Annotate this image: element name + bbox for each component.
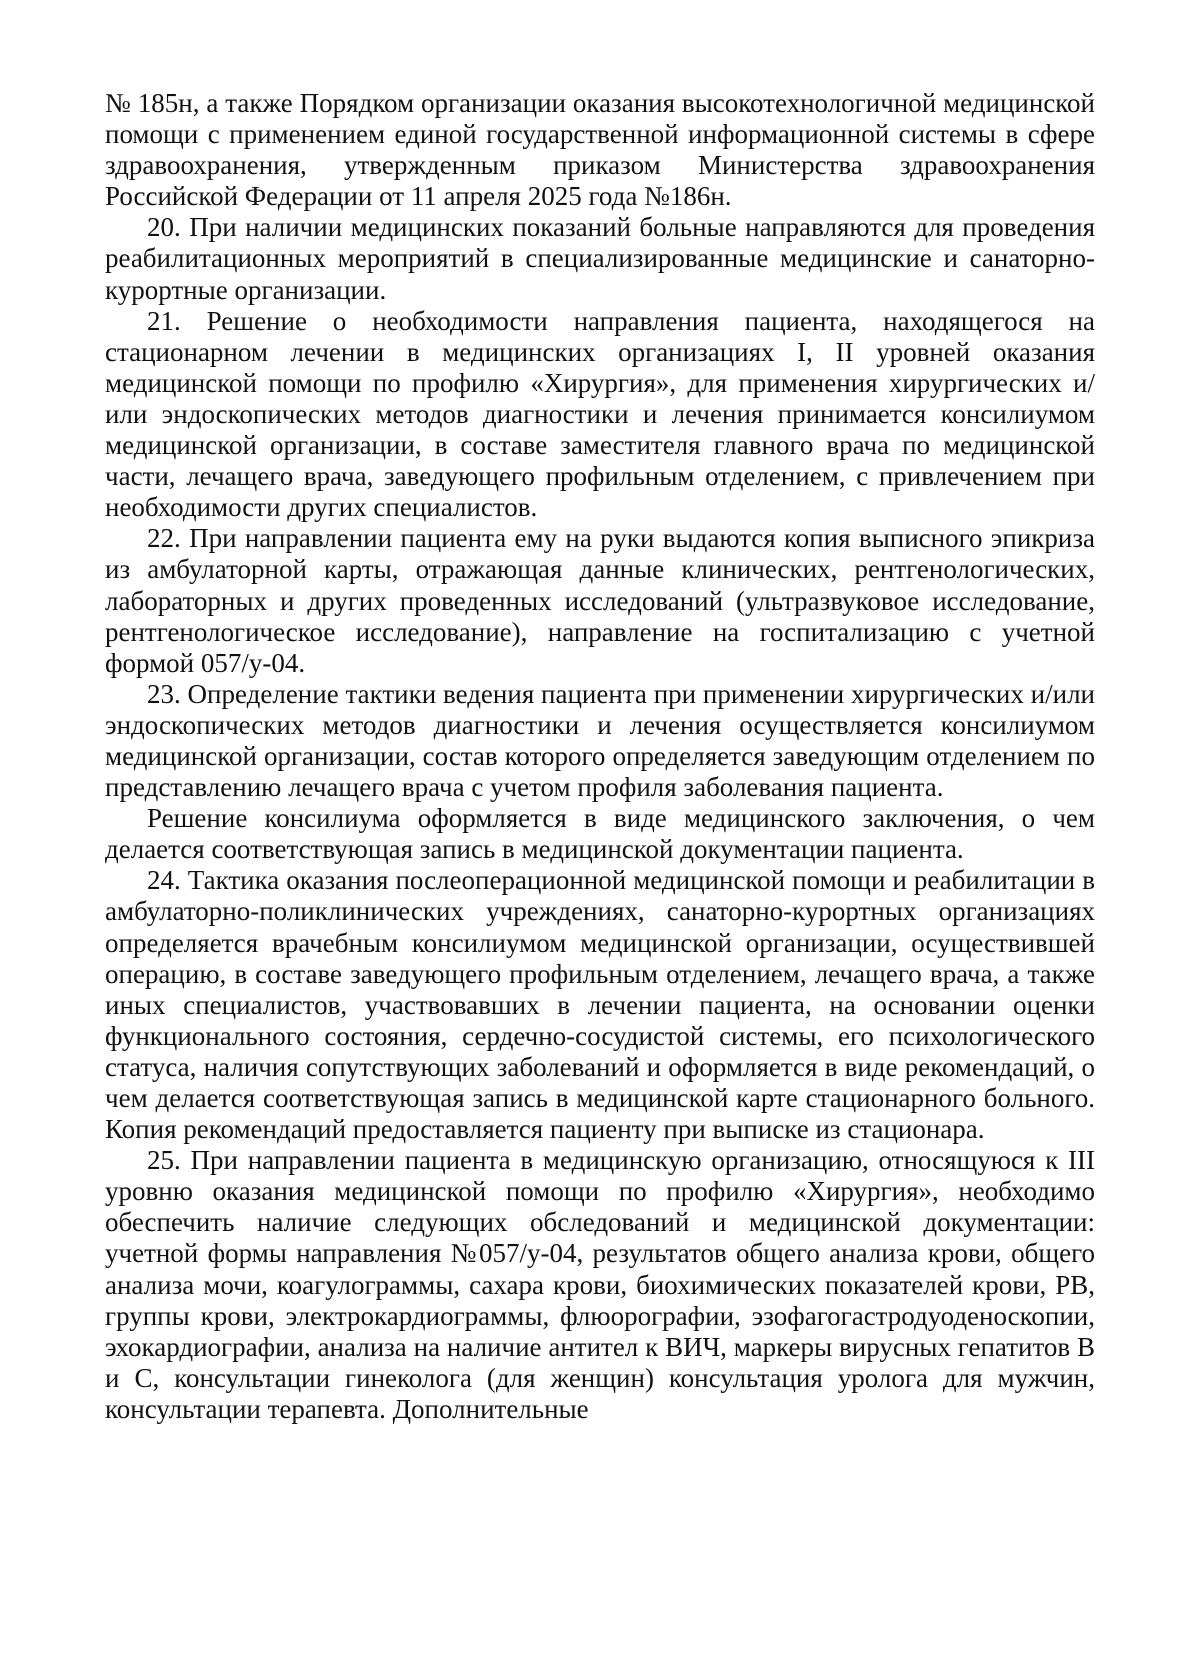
paragraph-23-note: Решение консилиума оформляется в виде медицинского заключения, о чем делается соответствующая запись в медицинской документации пациента. [105,803,1095,865]
document-page [105,88,1095,1425]
paragraph-22: 22. При направлении пациента ему на руки выдаются копия выписного эпикриза из амбулаторной карты, отражающая данные клинических, рентгенологических, лабораторных и других проведенных исследований (ультразвуковое исследование, рентгенологическое исследование), направление на госпитализацию с учетной формой 057/у-04. [105,523,1095,678]
paragraph-continuation: № 185н, а также Порядком организации оказания высокотехнологичной медицинской помощи с применением единой государственной информационной системы в сфере здравоохранения, утвержденным приказом Министерства здравоохранения Российской Федерации от 11 апреля 2025 года №186н. [105,88,1095,212]
paragraph-20: 20. При наличии медицинских показаний больные направляются для проведения реабилитационных мероприятий в специализированные медицинские и санаторно-курортные организации. [105,212,1095,305]
paragraph-23: 23. Определение тактики ведения пациента при применении хирургических и/или эндоскопических методов диагностики и лечения осуществляется консилиумом медицинской организации, состав которого определяется заведующим отделением по представлению лечащего врача с учетом профиля заболевания пациента. [105,678,1095,803]
paragraph-21: 21. Решение о необходимости направления пациента, находящегося на стационарном лечении в медицинских организациях I, II уровней оказания медицинской помощи по профилю «Хирургия», для применения хирургических и/или эндоскопических методов диагностики и лечения принимается консилиумом медицинской организации, в составе заместителя главного врача по медицинской части, лечащего врача, заведующего профильным отделением, с привлечением при необходимости других специалистов. [105,305,1095,523]
paragraph-25: 25. При направлении пациента в медицинскую организацию, относящуюся к III уровню оказания медицинской помощи по профилю «Хирургия», необходимо обеспечить наличие следующих обследований и медицинской документации: учетной формы направления №057/у-04, результатов общего анализа крови, общего анализа мочи, коагулограммы, сахара крови, биохимических показателей крови, РВ, группы крови, электрокардиограммы, флюорографии, эзофагогастродуоденоскопии, эхокардиографии, анализа на наличие антител к ВИЧ, маркеры вирусных гепатитов В и С, консультации гинеколога (для женщин) консультация уролога для мужчин, консультации терапевта. Дополнительные [105,1145,1095,1424]
paragraph-24: 24. Тактика оказания послеоперационной медицинской помощи и реабилитации в амбулаторно-поликлинических учреждениях, санаторно-курортных организациях определяется врачебным консилиумом медицинской организации, осуществившей операцию, в составе заведующего профильным отделением, лечащего врача, а также иных специалистов, участвовавших в лечении пациента, на основании оценки функционального состояния, сердечно-сосудистой системы, его психологического статуса, наличия сопутствующих заболеваний и оформляется в виде рекомендаций, о чем делается соответствующая запись в медицинской карте стационарного больного. Копия рекомендаций предоставляется пациенту при выписке из стационара. [105,865,1095,1145]
